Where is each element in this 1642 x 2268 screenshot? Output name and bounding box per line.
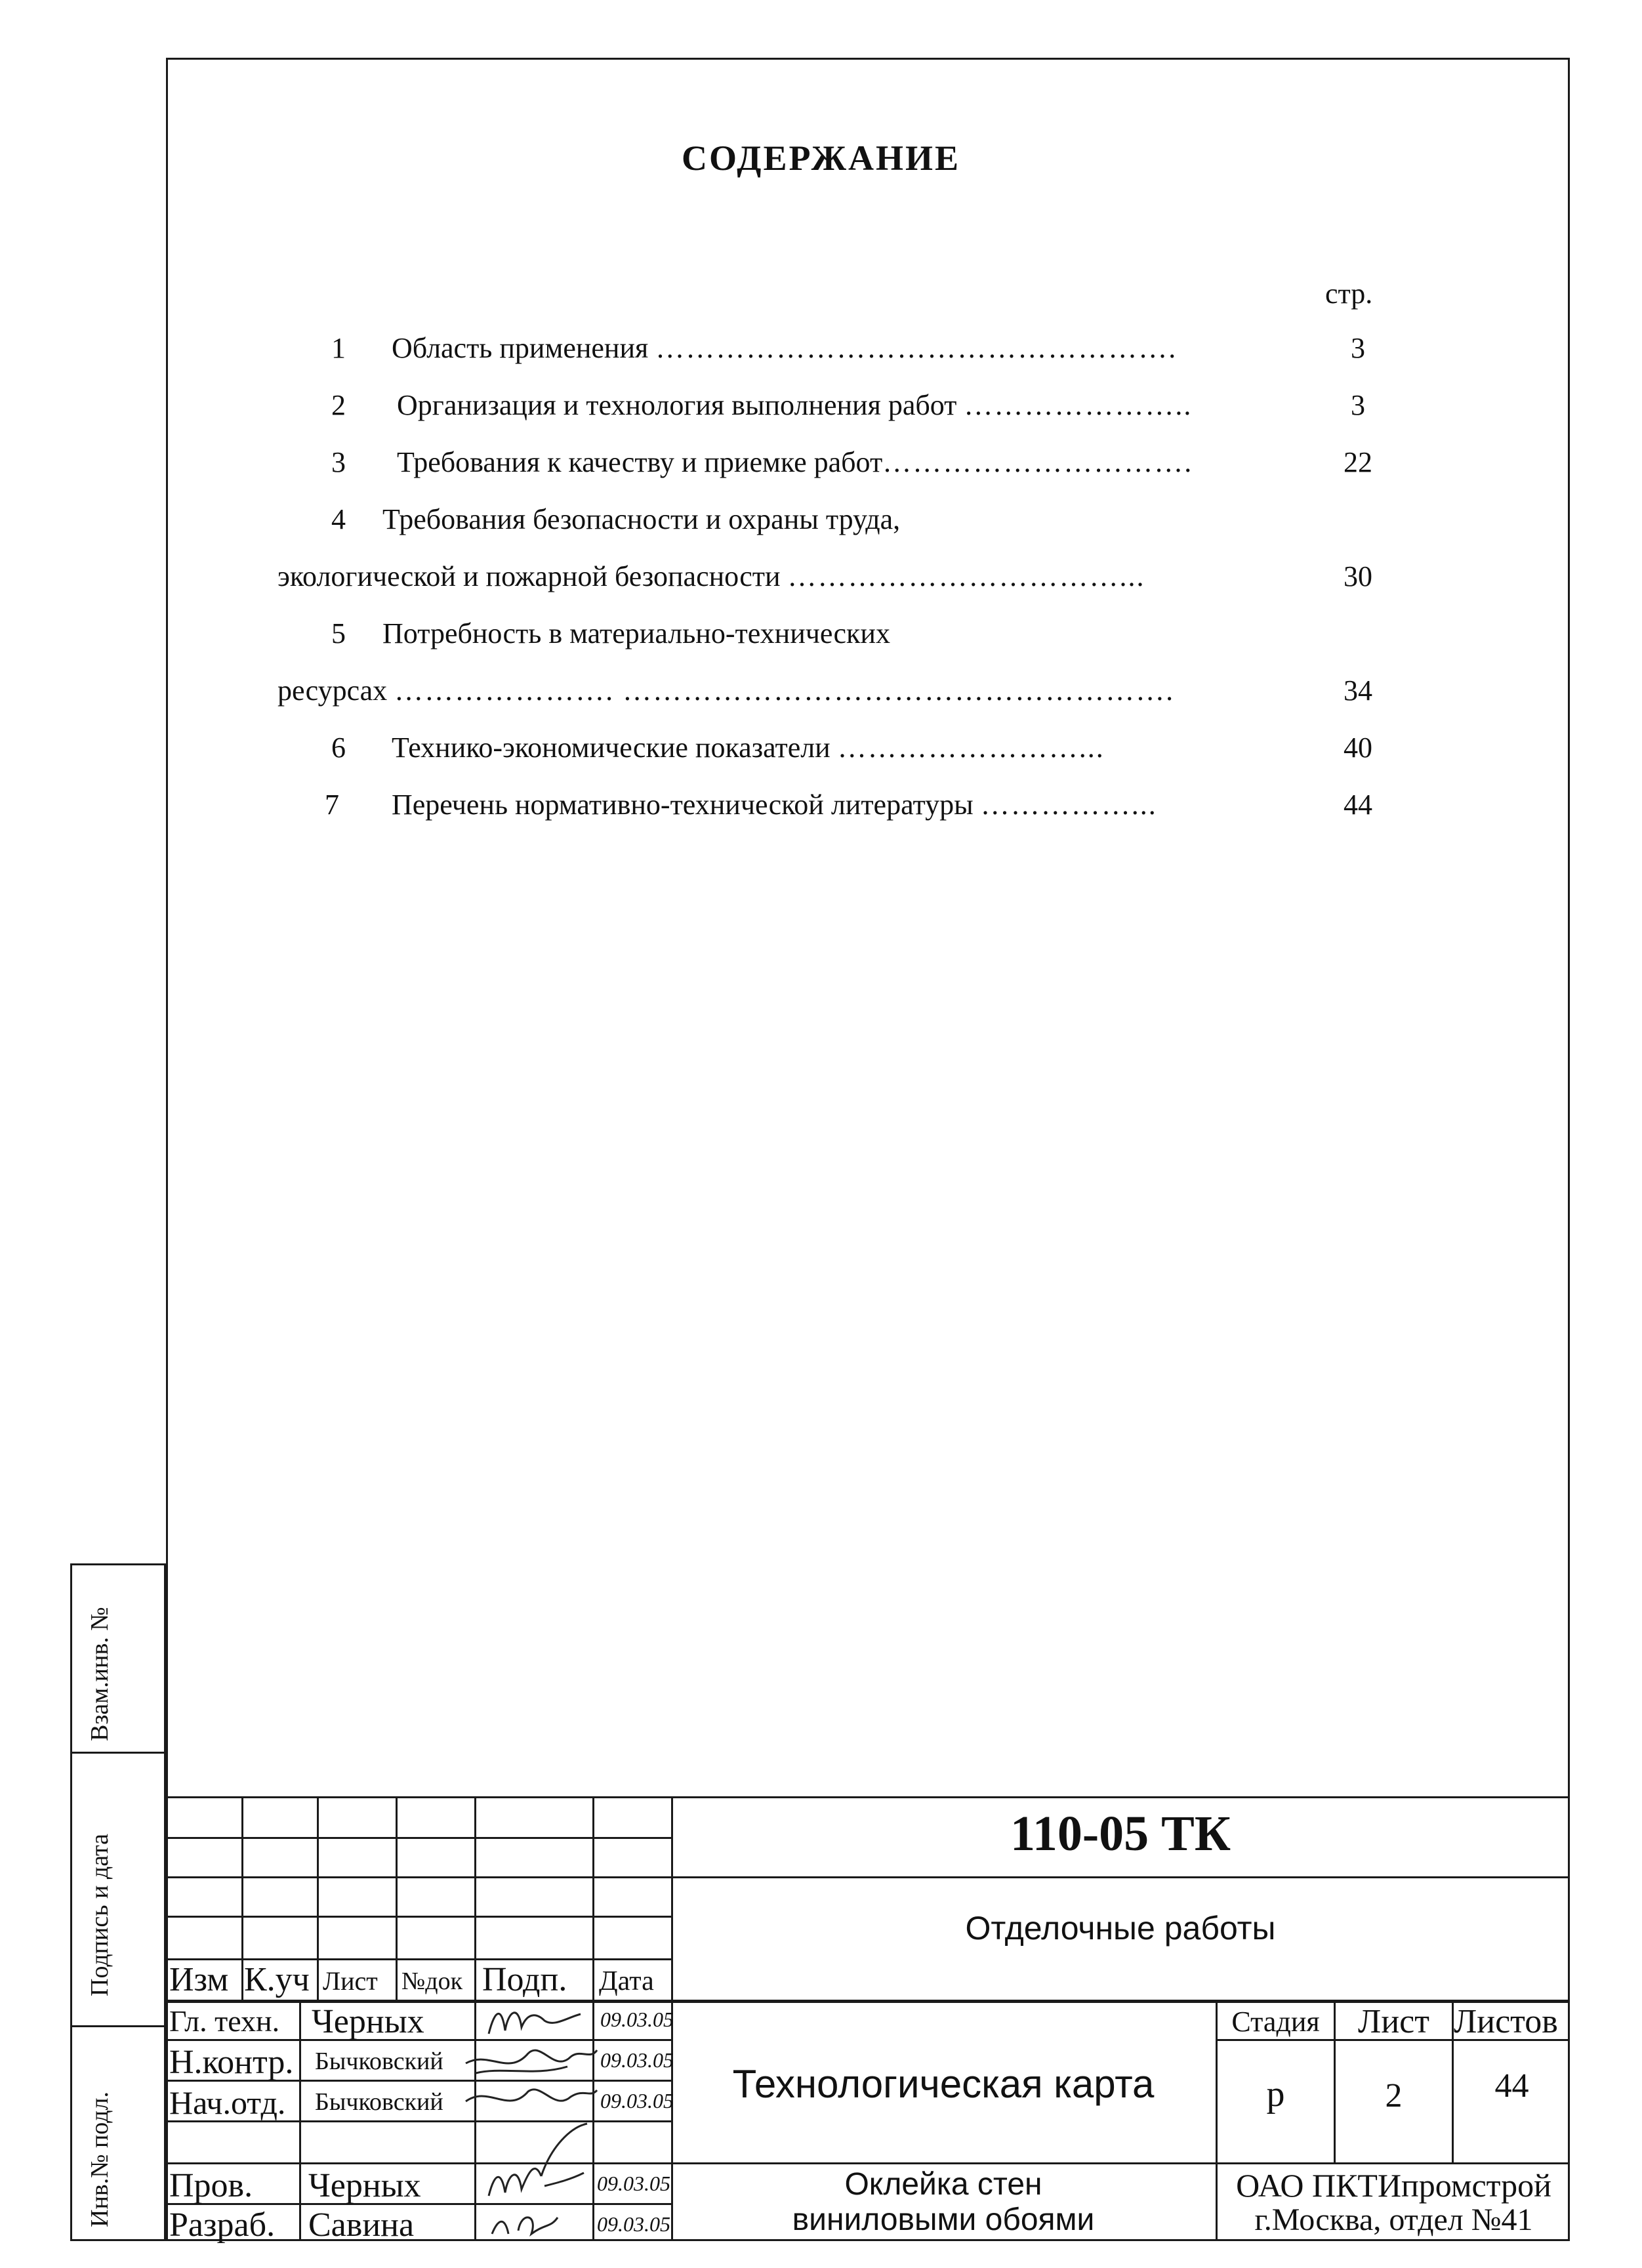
toc-page: 3 <box>1351 389 1365 421</box>
toc-num: 3 <box>331 446 346 478</box>
side-stamp-inv-label: Инв.№ подл. <box>86 2091 113 2227</box>
toc-dots: ……………………………... <box>787 560 1145 592</box>
toc-text: ресурсах <box>277 674 395 707</box>
role-label: Н.контр. <box>169 2044 294 2081</box>
side-stamp-podpis-label: Подпись и дата <box>86 1833 113 1996</box>
toc-num: 5 <box>331 617 346 649</box>
toc-text: Перечень нормативно-технической литературы <box>392 789 981 821</box>
header-data: Дата <box>599 1966 654 1996</box>
document-subject-line2: виниловыми обоями <box>792 2202 1095 2237</box>
signature-chernykh-1 <box>482 2001 590 2040</box>
organization-line2: г.Москва, отдел №41 <box>1254 2202 1533 2237</box>
role-date: 09.03.05 <box>600 2089 674 2113</box>
side-stamp-vzam-label: Взам.инв. № <box>86 1607 113 1741</box>
toc-item-continued <box>277 674 1174 707</box>
role-label: Нач.отд. <box>169 2084 286 2121</box>
role-date: 09.03.05 <box>597 2212 670 2236</box>
toc-item[interactable] <box>331 617 890 650</box>
role-label: Пров. <box>169 2167 253 2204</box>
toc-text: Организация и технология выполнения работ <box>397 389 964 421</box>
role-name: Бычковский <box>315 2088 443 2116</box>
header-izm: Изм <box>169 1961 229 1998</box>
header-podp: Подп. <box>482 1961 567 1998</box>
toc-text: Требования безопасности и охраны труда, <box>382 503 901 535</box>
toc-num: 4 <box>331 503 346 535</box>
toc-item[interactable] <box>331 731 1105 764</box>
role-name: Черных <box>308 2167 421 2204</box>
toc-item[interactable] <box>331 445 1193 479</box>
toc-item[interactable] <box>325 788 1157 821</box>
toc-text: Потребность в материально-технических <box>382 617 890 649</box>
toc-item[interactable] <box>331 388 1192 422</box>
stage-header-listov: Листов <box>1454 2003 1558 2040</box>
signature-chernykh-2 <box>479 2120 594 2202</box>
toc-dots: …………………………. <box>882 446 1193 478</box>
header-ndok: №док <box>401 1968 463 1995</box>
toc-text: Технико-экономические показатели <box>392 732 838 764</box>
role-date: 09.03.05 <box>597 2172 670 2195</box>
side-stamp-inv <box>70 2025 166 2241</box>
toc-num: 7 <box>325 789 339 821</box>
toc-page: 40 <box>1344 732 1372 764</box>
role-date: 09.03.05 <box>600 2008 674 2031</box>
toc-dots: ……………... <box>980 789 1157 821</box>
document-type: Технологическая карта <box>732 2062 1155 2106</box>
toc-page: 3 <box>1351 332 1365 364</box>
toc-item[interactable] <box>331 503 900 536</box>
stage-value-stadiya: р <box>1266 2074 1285 2114</box>
toc-num: 6 <box>331 732 346 764</box>
document-code: 110-05 ТК <box>1010 1806 1231 1861</box>
header-kuch: К.уч <box>244 1961 310 1998</box>
signature-bychkovsky-1 <box>462 2037 600 2083</box>
signature-bychkovsky-2 <box>462 2078 600 2118</box>
page-column-header: стр. <box>1325 278 1373 310</box>
signature-savina <box>485 2204 564 2240</box>
organization-line1: ОАО ПКТИпромстрой <box>1236 2167 1551 2204</box>
stage-header-list: Лист <box>1358 2003 1429 2040</box>
toc-page: 34 <box>1344 674 1372 707</box>
toc-item-continued <box>277 560 1145 593</box>
toc-text: Область применения <box>392 332 656 364</box>
role-label: Разраб. <box>169 2206 276 2244</box>
stage-value-list: 2 <box>1385 2077 1403 2114</box>
toc-item[interactable] <box>331 331 1177 365</box>
toc-dots: ……………………... <box>837 732 1105 764</box>
toc-text: экологической и пожарной безопасности <box>277 560 788 592</box>
section-name: Отделочные работы <box>965 1910 1276 1947</box>
toc-text: Требования к качеству и приемке работ <box>397 446 883 478</box>
toc-num: 2 <box>331 389 346 421</box>
side-stamp-vzam <box>70 1563 166 1754</box>
toc-page: 44 <box>1344 789 1372 821</box>
toc-dots: ……………………………………………. <box>655 332 1178 364</box>
role-name: Бычковский <box>315 2048 443 2075</box>
role-name: Савина <box>308 2206 415 2244</box>
toc-dots: ………………….. <box>964 389 1193 421</box>
toc-page: 30 <box>1344 560 1372 592</box>
header-list: Лист <box>323 1966 378 1996</box>
role-label: Гл. техн. <box>169 2004 280 2038</box>
table-of-contents <box>0 0 1642 918</box>
toc-num: 1 <box>331 332 346 364</box>
document-subject-line1: Оклейка стен <box>844 2167 1042 2202</box>
toc-dots: …………………. ………………………………………………. <box>394 674 1175 707</box>
side-stamp-podpis <box>70 1752 166 2027</box>
stage-header-stadiya: Стадия <box>1231 2006 1320 2038</box>
page-title: СОДЕРЖАНИЕ <box>682 138 960 178</box>
role-name: Черных <box>312 2003 424 2040</box>
role-date: 09.03.05 <box>600 2048 674 2072</box>
toc-page: 22 <box>1344 446 1372 478</box>
stage-value-listov: 44 <box>1494 2067 1529 2105</box>
